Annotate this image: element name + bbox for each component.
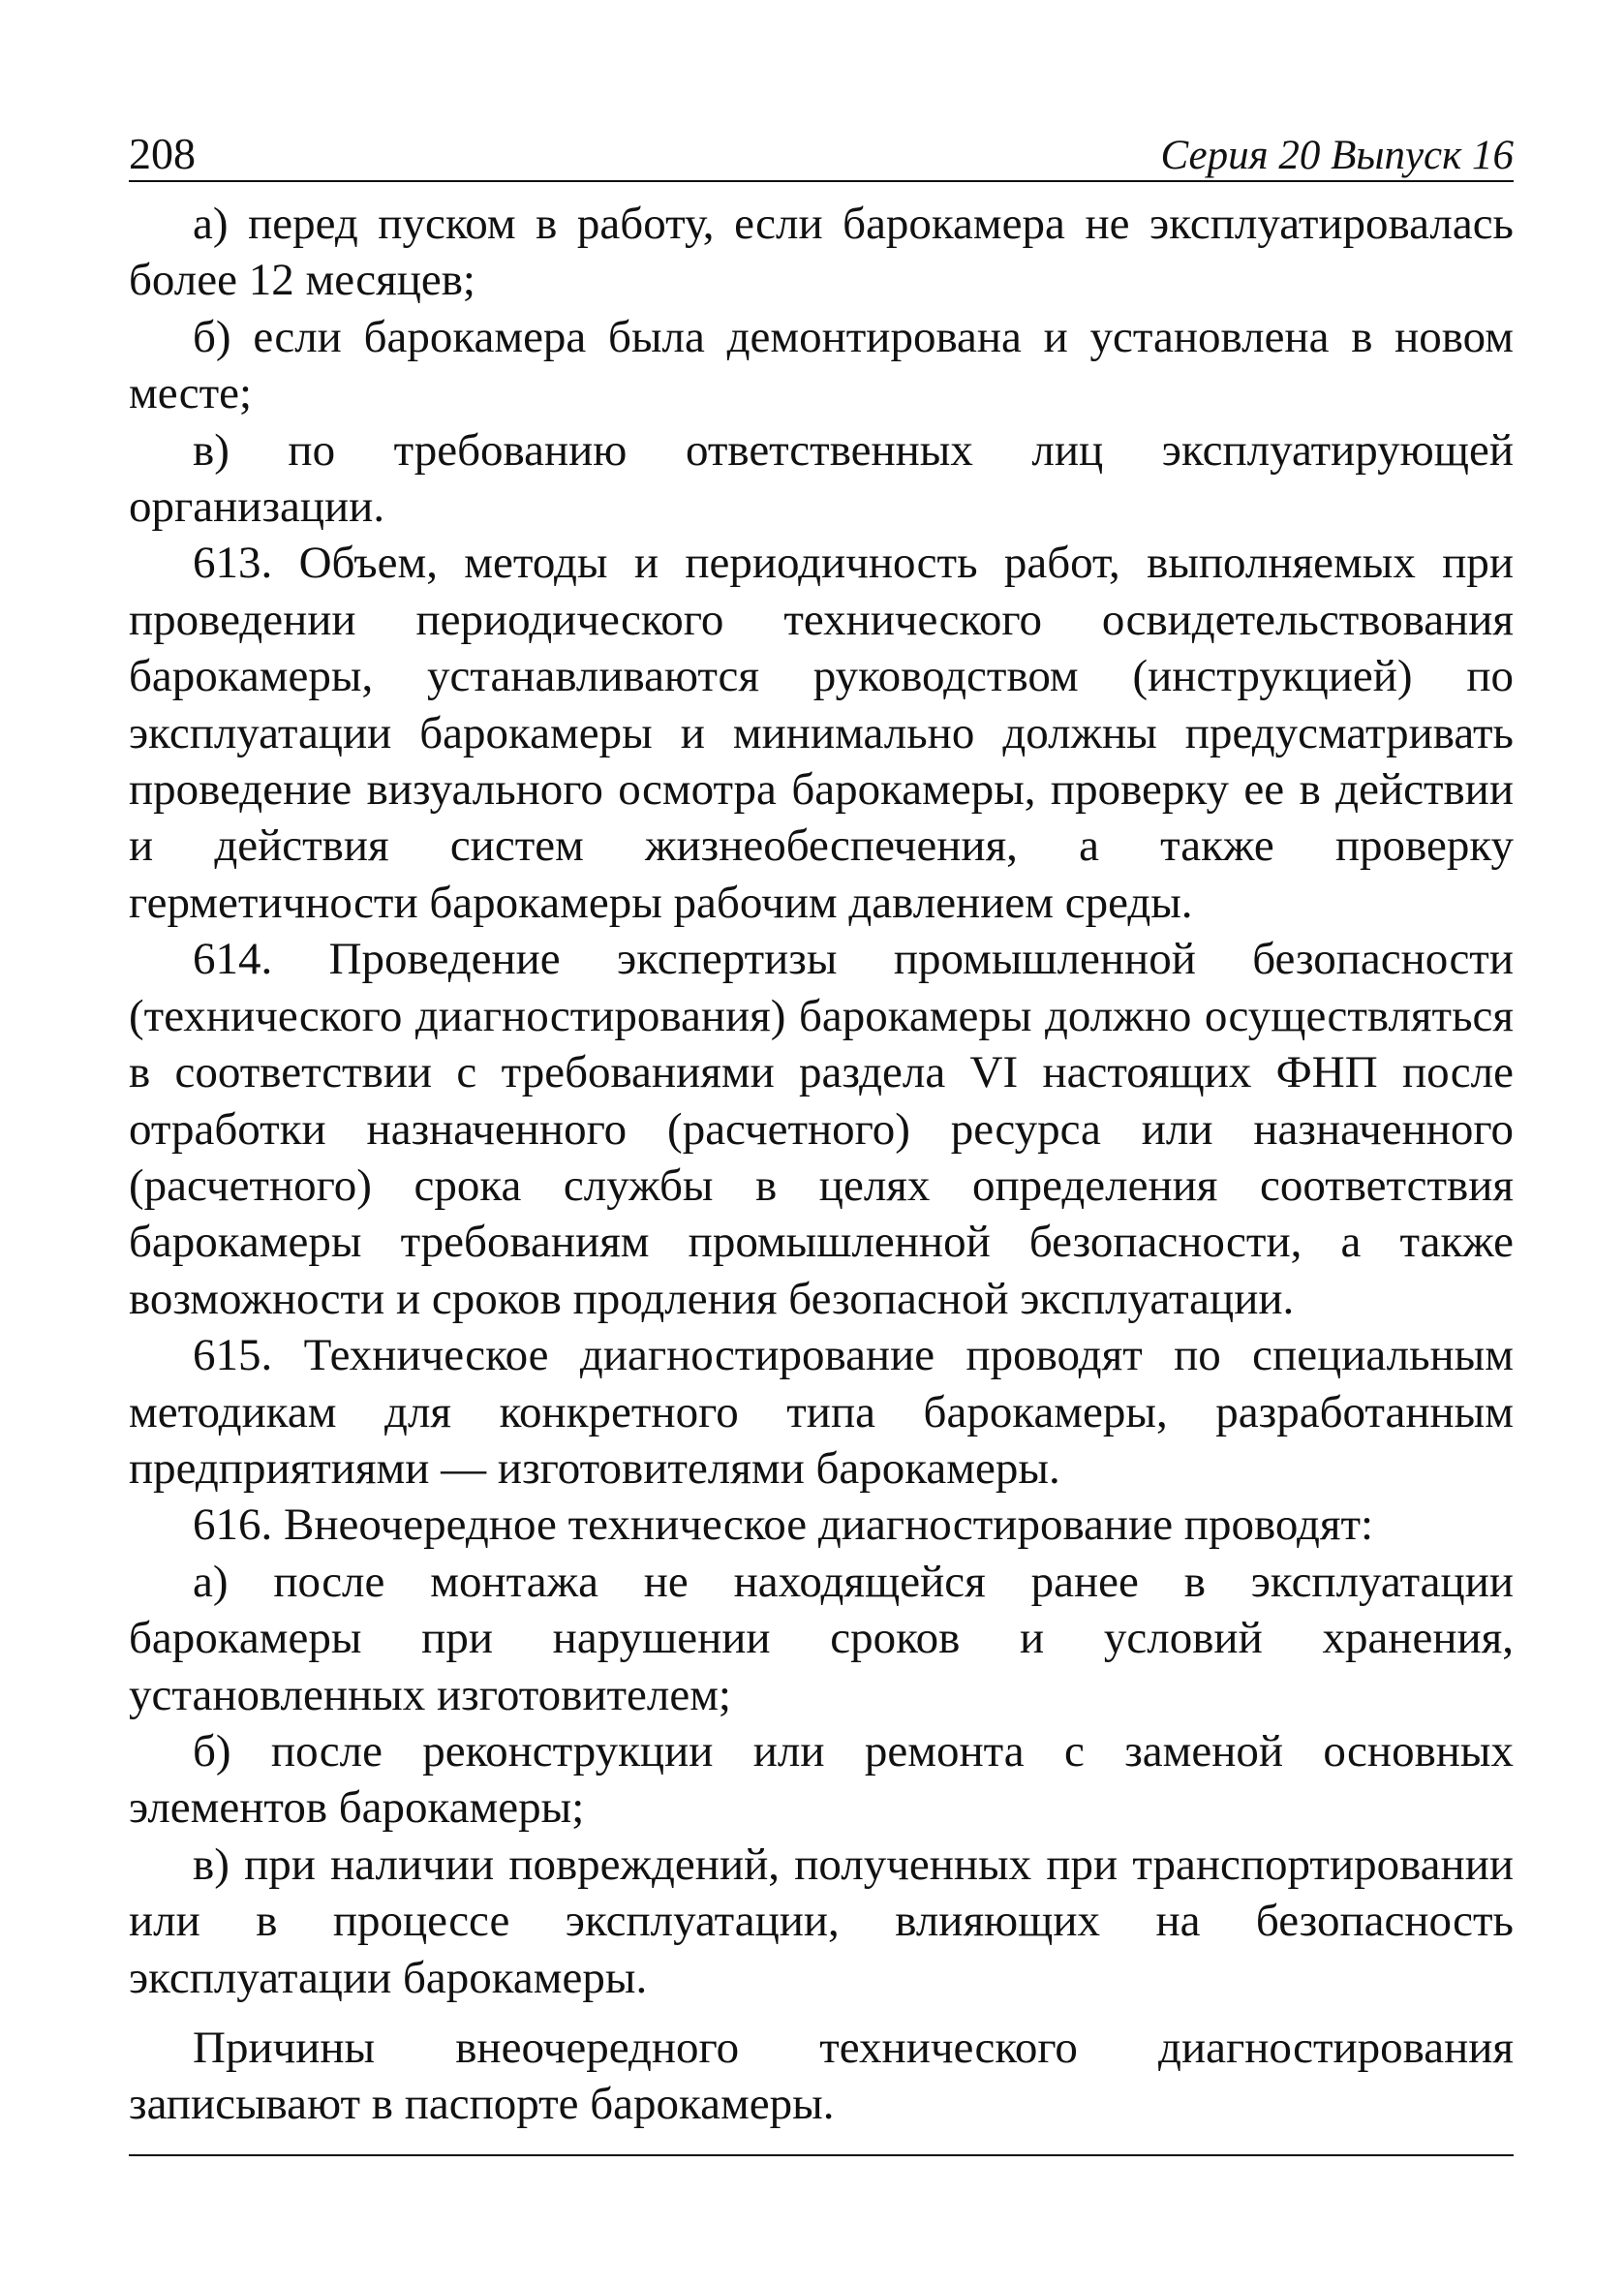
running-header bbox=[129, 124, 1514, 182]
paragraph-reasons-note: Причины внеочередного технического диагностирования записывают в паспорте барокамеры. bbox=[129, 2023, 1514, 2130]
paragraph-item-v-on-request: в) по требованию ответственных лиц эксплуатирующей организации. bbox=[129, 424, 1514, 533]
paragraph-616-item-v: в) при наличии повреждений, полученных при транспортировании или в процессе эксплуатации, влияющих на безопасность эксплуатации барокамеры. bbox=[129, 1839, 1514, 2003]
document-page bbox=[129, 124, 1514, 2156]
paragraph-613: 613. Объем, методы и периодичность работ, выполняемых при проведении периодического технического освидетельствования барокамеры, устанавливаются руководством (инструкцией) по эксплуатации барокамеры и минимально должны предусматривать проведение визуального осмотра барокамеры, проверку ее в действии и действия систем жизнеобеспечения, а также проверку герметичности барокамеры рабочим давлением среды. bbox=[129, 538, 1514, 928]
paragraph-item-a-before-start: а) перед пуском в работу, если барокамера не эксплуатировалась более 12 месяцев; bbox=[129, 199, 1514, 306]
body-text bbox=[129, 196, 1514, 2133]
paragraph-614: 614. Проведение экспертизы промышленной безопасности (технического диагностирования) барокамеры должно осуществляться в соответствии с требованиями раздела VI настоящих ФНП после отработки назначенного (расчетного) ресурса или назначенного (расчетного) срока службы в целях определения соответствия барокамеры требованиям промышленной безопасности, а также возможности и сроков продления безопасной эксплуатации. bbox=[129, 934, 1514, 1324]
paragraph-616-item-a: а) после монтажа не находящейся ранее в эксплуатации барокамеры при нарушении сроков и условий хранения, установленных изготовителем; bbox=[129, 1556, 1514, 1720]
paragraph-616: 616. Внеочередное техническое диагностирование проводят: bbox=[193, 1499, 1374, 1551]
page-number: 208 bbox=[129, 129, 196, 178]
paragraph-616-item-b: б) после реконструкции или ремонта с заменой основных элементов барокамеры; bbox=[129, 1725, 1514, 1834]
paragraph-615: 615. Техническое диагностирование проводят по специальным методикам для конкретного типа барокамеры, разработанным предприятиями — изготовителями барокамеры. bbox=[129, 1330, 1514, 1494]
paragraph-item-b-relocated: б) если барокамера была демонтирована и установлена в новом месте; bbox=[129, 311, 1514, 419]
bottom-rule bbox=[129, 2154, 1514, 2156]
series-title: Серия 20 Выпуск 16 bbox=[1160, 133, 1514, 178]
